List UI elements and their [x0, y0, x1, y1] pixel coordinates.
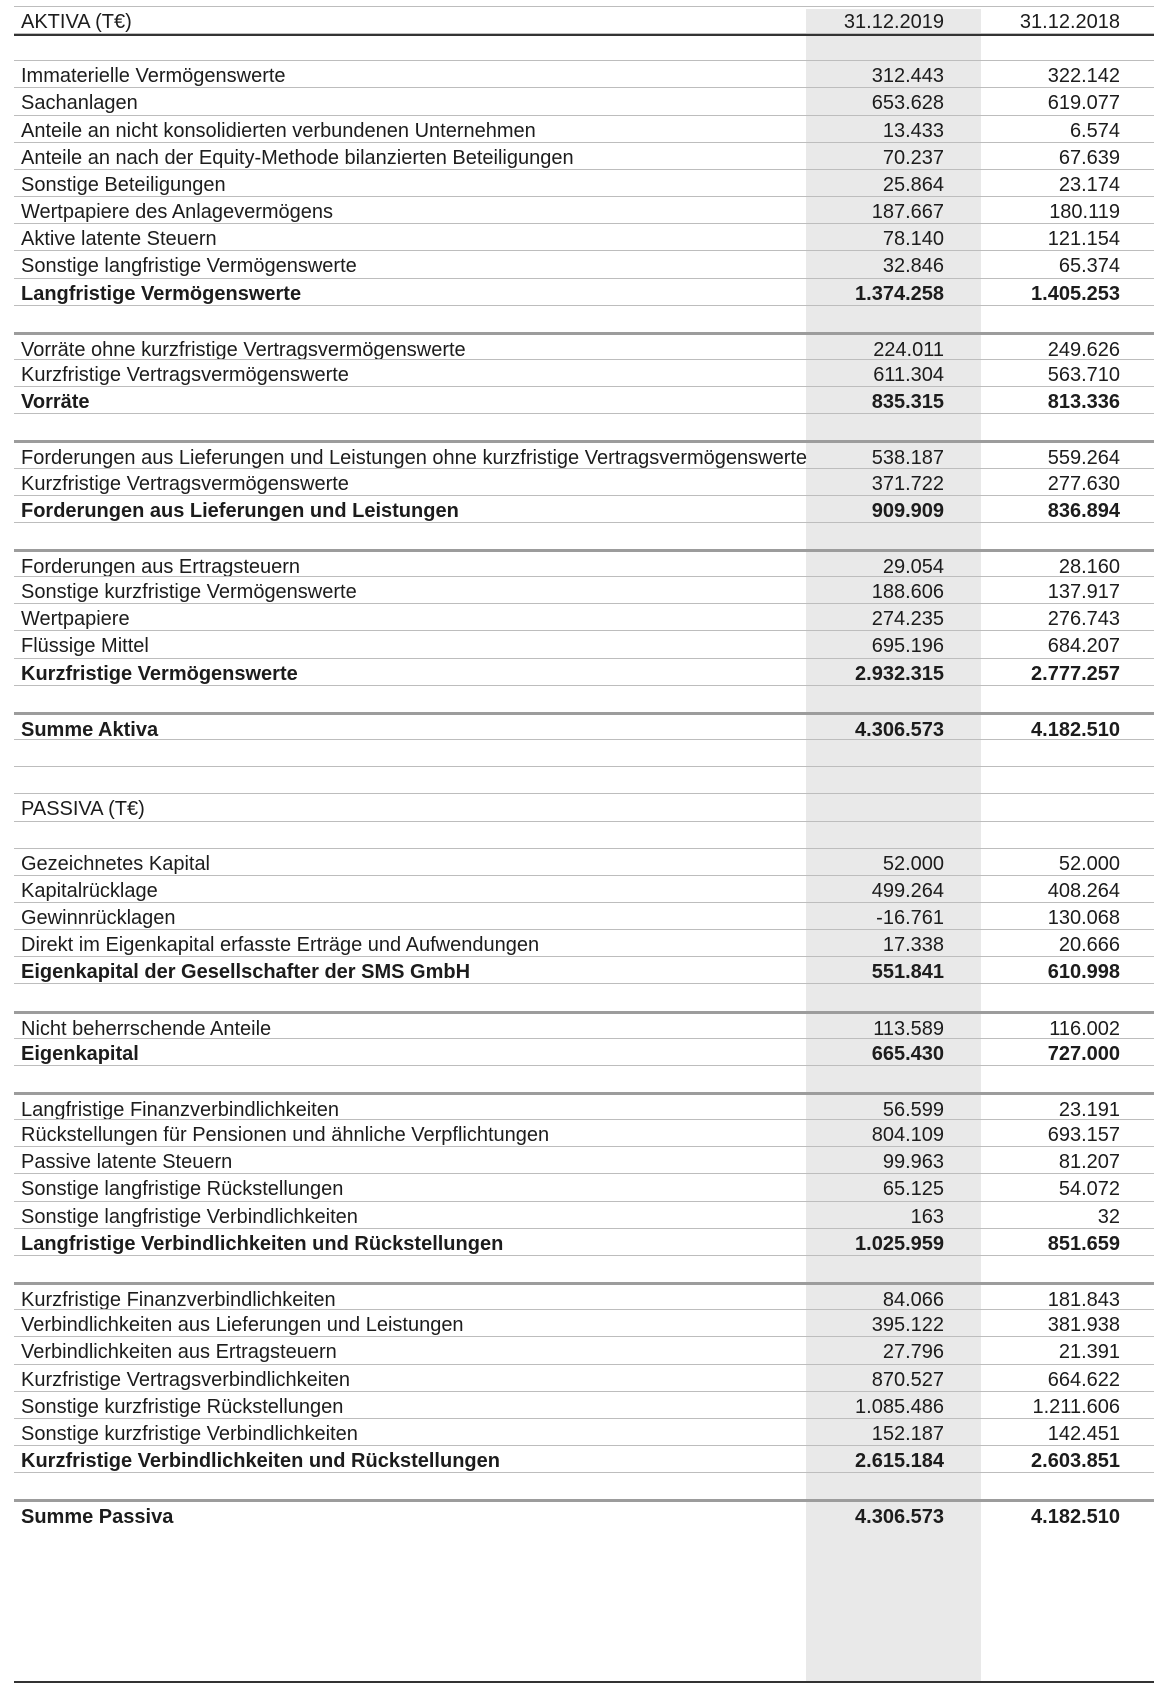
row-label: Vorräte ohne kurzfristige Vertragsvermögenswerte	[21, 338, 466, 361]
value-2019: 13.433	[882, 119, 944, 142]
table-row	[14, 875, 1154, 903]
row-label: Sonstige kurzfristige Vermögenswerte	[21, 581, 357, 604]
table-row	[14, 305, 1154, 333]
value-2018: 20.666	[1058, 934, 1120, 957]
value-2018: 121.154	[1047, 228, 1120, 251]
table-row	[14, 1472, 1154, 1500]
passiva-header-row	[14, 793, 1154, 821]
table-row	[14, 142, 1154, 170]
value-2019: 113.589	[873, 1017, 944, 1040]
value-2018: 684.207	[1047, 635, 1120, 658]
table-row	[14, 1336, 1154, 1364]
table-row	[14, 33, 1154, 61]
value-2019: 1.025.959	[855, 1232, 944, 1255]
value-2018: 610.998	[1047, 961, 1120, 984]
table-row	[14, 821, 1154, 849]
value-2019: 611.304	[873, 363, 944, 386]
balance-sheet-table	[14, 0, 1154, 1696]
row-label: Kurzfristige Vertragsvermögenswerte	[21, 363, 349, 386]
value-2019: 1.374.258	[855, 282, 944, 305]
row-label: Eigenkapital	[21, 1042, 139, 1065]
table-row	[14, 956, 1154, 984]
table-row	[14, 1038, 1154, 1066]
value-2019: 499.264	[871, 879, 944, 902]
row-label: PASSIVA (T€)	[21, 798, 145, 821]
value-2019: 188.606	[871, 581, 944, 604]
table-row	[14, 848, 1154, 876]
aktiva-header-row	[14, 6, 1154, 36]
value-2018: 2.777.257	[1031, 662, 1120, 685]
value-2018: 4.182.510	[1031, 1506, 1120, 1529]
row-label: Summe Aktiva	[21, 718, 159, 741]
value-2018: 52.000	[1058, 852, 1120, 875]
row-label: Verbindlichkeiten aus Lieferungen und Leistungen	[21, 1314, 464, 1337]
table-row	[14, 658, 1154, 686]
table-row	[14, 1309, 1154, 1337]
value-2018: 54.072	[1058, 1178, 1120, 1201]
value-2019: 27.796	[882, 1341, 944, 1364]
row-label: Nicht beherrschende Anteile	[21, 1017, 272, 1040]
table-row	[14, 1255, 1154, 1283]
table-row	[14, 630, 1154, 658]
value-2018: 664.622	[1047, 1368, 1120, 1391]
value-2019: 2.932.315	[855, 662, 944, 685]
table-row	[14, 1499, 1154, 1529]
value-2019: 70.237	[882, 146, 944, 169]
value-2018: 1.211.606	[1032, 1395, 1120, 1418]
table-row	[14, 766, 1154, 794]
row-label: Kurzfristige Finanzverbindlichkeiten	[21, 1289, 336, 1312]
value-2019: 538.187	[871, 447, 944, 470]
table-row	[14, 1364, 1154, 1392]
row-label: Kurzfristige Verbindlichkeiten und Rückstellungen	[21, 1449, 500, 1472]
row-label: Langfristige Verbindlichkeiten und Rückstellungen	[21, 1232, 504, 1255]
row-label: AKTIVA (T€)	[21, 11, 132, 33]
row-label: Kapitalrücklage	[21, 879, 158, 902]
table-row	[14, 1065, 1154, 1093]
row-label: Anteile an nicht konsolidierten verbundenen Unternehmen	[21, 119, 536, 142]
value-2018: 559.264	[1047, 447, 1120, 470]
value-2019: 653.628	[871, 92, 944, 115]
table-row	[14, 576, 1154, 604]
row-label: Wertpapiere des Anlagevermögens	[21, 201, 334, 224]
table-row	[14, 929, 1154, 957]
value-2018: 67.639	[1058, 146, 1120, 169]
value-2019: 4.306.573	[855, 718, 944, 741]
table-row	[14, 386, 1154, 414]
value-2019: 2.615.184	[855, 1449, 944, 1472]
value-2018: 130.068	[1047, 906, 1120, 929]
value-2018: 619.077	[1047, 92, 1120, 115]
table-row	[14, 1011, 1154, 1041]
value-2018: 181.843	[1047, 1289, 1120, 1312]
value-2018: 116.002	[1049, 1017, 1120, 1040]
value-2018: 81.207	[1058, 1151, 1120, 1174]
row-label: Sonstige kurzfristige Rückstellungen	[21, 1395, 344, 1418]
value-2018: 23.174	[1058, 173, 1120, 196]
row-label: Rückstellungen für Pensionen und ähnliche Verpflichtungen	[21, 1124, 550, 1147]
row-label: Eigenkapital der Gesellschafter der SMS GmbH	[21, 961, 471, 984]
value-2018: 4.182.510	[1031, 718, 1120, 741]
row-label: Forderungen aus Ertragsteuern	[21, 556, 301, 578]
table-row	[14, 413, 1154, 441]
value-2019: -16.761	[876, 906, 944, 929]
table-row	[14, 1282, 1154, 1312]
value-2018: 23.191	[1058, 1099, 1120, 1121]
value-2019: 274.235	[871, 608, 944, 631]
table-row	[14, 1119, 1154, 1147]
value-2018: 249.626	[1047, 338, 1120, 361]
table-row	[14, 60, 1154, 88]
table-row	[14, 1146, 1154, 1174]
value-2018: 21.391	[1058, 1341, 1120, 1364]
value-2018: 693.157	[1047, 1124, 1120, 1147]
value-2018: 322.142	[1047, 65, 1120, 88]
table-row	[14, 495, 1154, 523]
row-label: Passive latente Steuern	[21, 1151, 233, 1174]
value-2019: 1.085.486	[855, 1395, 944, 1418]
value-2019: 665.430	[871, 1042, 944, 1065]
value-2019: 163	[910, 1205, 944, 1228]
row-label: Kurzfristige Vertragsverbindlichkeiten	[21, 1368, 351, 1391]
table-row	[14, 1418, 1154, 1446]
table-row	[14, 115, 1154, 143]
value-2018: 408.264	[1047, 879, 1120, 902]
table-row	[14, 250, 1154, 278]
row-label: Verbindlichkeiten aus Ertragsteuern	[21, 1341, 337, 1364]
value-2018: 6.574	[1069, 119, 1120, 142]
value-2018: 142.451	[1047, 1422, 1120, 1445]
table-row	[14, 1201, 1154, 1229]
table-row	[14, 1092, 1154, 1122]
value-2019: 695.196	[871, 635, 944, 658]
value-2018: 813.336	[1047, 391, 1120, 414]
row-label: Kurzfristige Vermögenswerte	[21, 662, 298, 685]
row-label: Direkt im Eigenkapital erfasste Erträge und Aufwendungen	[21, 934, 540, 957]
value-2019: 84.066	[882, 1289, 944, 1312]
table-row	[14, 739, 1154, 767]
row-label: Sachanlagen	[21, 92, 138, 115]
row-label: Aktive latente Steuern	[21, 228, 217, 251]
value-2019: 31.12.2019	[843, 11, 944, 33]
table-row	[14, 1173, 1154, 1201]
row-label: Sonstige kurzfristige Verbindlichkeiten	[21, 1422, 358, 1445]
value-2019: 909.909	[871, 499, 944, 522]
row-label: Langfristige Finanzverbindlichkeiten	[21, 1099, 339, 1121]
value-2018: 31.12.2018	[1019, 11, 1120, 33]
value-2019: 32.846	[882, 255, 944, 278]
table-row	[14, 902, 1154, 930]
table-row	[14, 223, 1154, 251]
value-2019: 224.011	[873, 338, 944, 361]
table-bottom-rule	[14, 1681, 1154, 1683]
value-2018: 727.000	[1047, 1042, 1120, 1065]
row-label: Sonstige langfristige Rückstellungen	[21, 1178, 344, 1201]
value-2019: 187.667	[871, 201, 944, 224]
value-2019: 312.443	[871, 65, 944, 88]
row-label: Forderungen aus Lieferungen und Leistungen ohne kurzfristige Vertragsvermögenswerte	[21, 447, 808, 470]
table-row	[14, 87, 1154, 115]
row-label: Flüssige Mittel	[21, 635, 149, 658]
value-2018: 851.659	[1047, 1232, 1120, 1255]
value-2019: 25.864	[882, 173, 944, 196]
row-label: Wertpapiere	[21, 608, 130, 631]
table-row	[14, 332, 1154, 362]
row-label: Gewinnrücklagen	[21, 906, 176, 929]
value-2019: 371.722	[871, 472, 944, 495]
value-2019: 551.841	[871, 961, 944, 984]
row-label: Kurzfristige Vertragsvermögenswerte	[21, 472, 349, 495]
value-2018: 836.894	[1047, 499, 1120, 522]
table-row	[14, 549, 1154, 579]
table-row	[14, 1445, 1154, 1473]
value-2019: 29.054	[882, 556, 944, 578]
value-2019: 4.306.573	[855, 1506, 944, 1529]
table-row	[14, 468, 1154, 496]
value-2018: 180.119	[1049, 201, 1120, 224]
row-label: Sonstige langfristige Verbindlichkeiten	[21, 1205, 358, 1228]
value-2018: 1.405.253	[1031, 282, 1120, 305]
value-2018: 563.710	[1047, 363, 1120, 386]
row-label: Vorräte	[21, 391, 90, 414]
table-row	[14, 359, 1154, 387]
value-2019: 52.000	[882, 852, 944, 875]
row-label: Langfristige Vermögenswerte	[21, 282, 302, 305]
table-row	[14, 522, 1154, 550]
value-2019: 56.599	[882, 1099, 944, 1121]
value-2019: 870.527	[871, 1368, 944, 1391]
value-2019: 99.963	[882, 1151, 944, 1174]
row-label: Forderungen aus Lieferungen und Leistungen	[21, 499, 459, 522]
value-2019: 835.315	[871, 391, 944, 414]
table-row	[14, 1228, 1154, 1256]
table-row	[14, 440, 1154, 470]
row-label: Summe Passiva	[21, 1506, 174, 1529]
table-row	[14, 169, 1154, 197]
value-2018: 65.374	[1058, 255, 1120, 278]
table-row	[14, 1391, 1154, 1419]
row-label: Immaterielle Vermögenswerte	[21, 65, 286, 88]
table-row	[14, 196, 1154, 224]
value-2018: 276.743	[1047, 608, 1120, 631]
value-2019: 395.122	[871, 1314, 944, 1337]
value-2019: 17.338	[882, 934, 944, 957]
value-2018: 2.603.851	[1031, 1449, 1120, 1472]
row-label: Sonstige Beteiligungen	[21, 173, 226, 196]
value-2018: 277.630	[1047, 472, 1120, 495]
table-row	[14, 278, 1154, 306]
value-2018: 28.160	[1058, 556, 1120, 578]
value-2019: 65.125	[882, 1178, 944, 1201]
value-2019: 804.109	[871, 1124, 944, 1147]
row-label: Anteile an nach der Equity-Methode bilanzierten Beteiligungen	[21, 146, 574, 169]
value-2018: 381.938	[1047, 1314, 1120, 1337]
value-2018: 32	[1097, 1205, 1120, 1228]
row-label: Gezeichnetes Kapital	[21, 852, 211, 875]
table-row	[14, 603, 1154, 631]
value-2019: 152.187	[871, 1422, 944, 1445]
table-row	[14, 983, 1154, 1011]
row-label: Sonstige langfristige Vermögenswerte	[21, 255, 357, 278]
table-row	[14, 712, 1154, 742]
value-2018: 137.917	[1047, 581, 1120, 604]
value-2019: 78.140	[882, 228, 944, 251]
table-row	[14, 685, 1154, 713]
